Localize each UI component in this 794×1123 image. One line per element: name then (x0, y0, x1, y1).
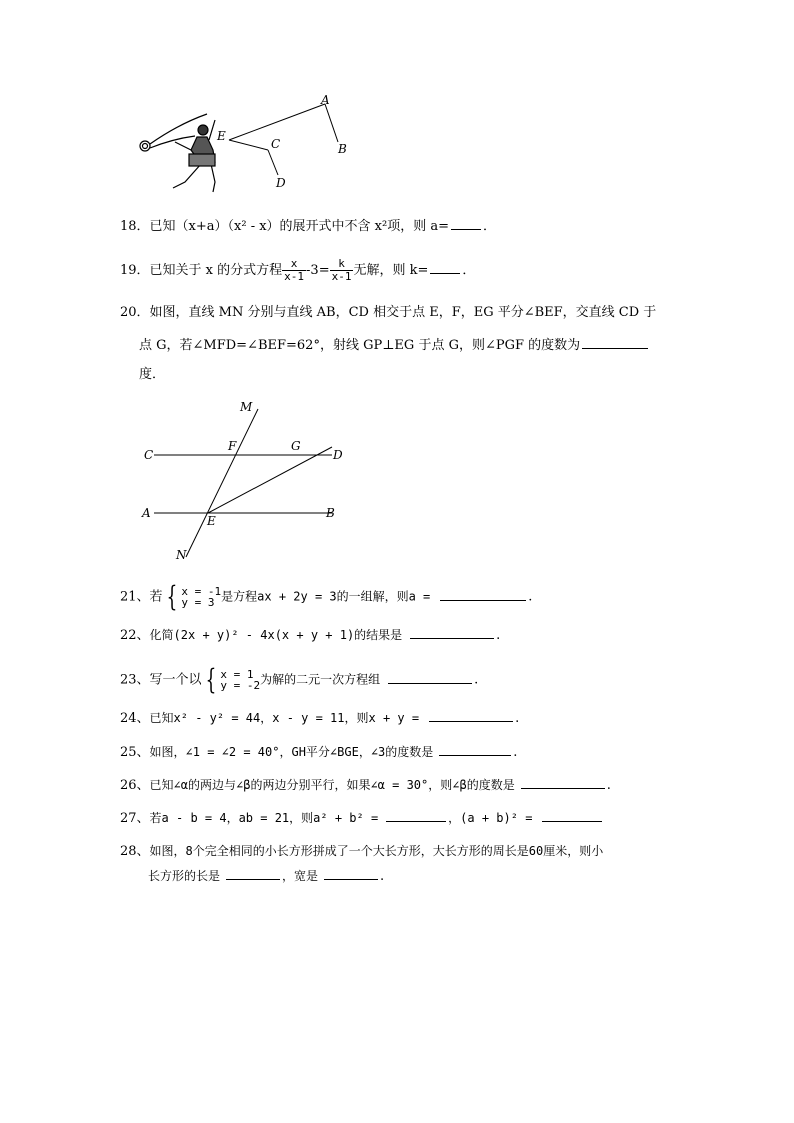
label-C: C (271, 137, 281, 151)
brace-icon: { (205, 663, 216, 696)
question-text: 已知x² - y² = 44，x - y = 11，则x + y = (149, 711, 420, 725)
question-text: 是方程ax + 2y = 3的一组解，则a = (221, 589, 431, 604)
question-26 (120, 775, 611, 795)
question-20-line-3 (139, 366, 165, 384)
question-number: 26、 (120, 778, 150, 793)
answer-blank[interactable] (439, 742, 511, 756)
figure-1 (135, 92, 350, 200)
answer-blank[interactable] (410, 625, 494, 639)
punctuation: ． (462, 263, 476, 278)
figure-1-svg (135, 92, 350, 200)
question-text: 如图，直线 MN 分别与直线 AB，CD 相交于点 E，F，EG 平分∠BEF，交直线 CD 于 (149, 305, 657, 320)
fraction-1 (282, 258, 306, 283)
label-A: A (321, 93, 330, 107)
answer-blank[interactable] (582, 335, 648, 349)
label-F: F (228, 439, 237, 453)
question-text: 化简(2x + y)² - 4x(x + y + 1)的结果是 (149, 628, 403, 642)
figure-2-lines (154, 409, 332, 557)
question-20-line-1 (120, 304, 656, 322)
equation-1: x = -1 (181, 585, 222, 598)
question-18 (120, 216, 496, 236)
question-text: 若a - b = 4，ab = 21，则a² + b² = (149, 811, 379, 825)
question-prefix: 若 (149, 589, 163, 605)
figure-1-lines (229, 104, 338, 175)
punctuation: . (528, 589, 533, 605)
answer-blank[interactable] (429, 708, 513, 722)
equation-1: x = 1 (220, 668, 254, 681)
question-text-2: ，宽是 (282, 869, 319, 883)
question-prefix: 写一个以 (149, 672, 202, 688)
person-figure (140, 114, 215, 192)
question-text: 已知（x+a）（x² - x）的展开式中不含 x²项，则 a= (149, 219, 450, 234)
line-MN (186, 409, 258, 557)
equation-system (220, 669, 260, 691)
answer-blank[interactable] (430, 260, 460, 274)
punctuation: ． (483, 219, 497, 234)
question-21 (120, 580, 533, 613)
question-number: 24、 (120, 711, 150, 726)
question-28-line-2 (148, 866, 384, 886)
question-number: 23、 (120, 672, 150, 688)
label-B: B (326, 506, 335, 520)
question-23 (120, 663, 479, 696)
label-B: B (338, 142, 347, 156)
question-suffix: 无解，则 k= (353, 263, 429, 278)
question-number: 21、 (120, 589, 150, 605)
question-20-line-2 (139, 335, 650, 355)
figure-2-svg (136, 397, 346, 567)
label-D: D (276, 176, 286, 190)
label-A: A (142, 506, 151, 520)
question-19 (120, 258, 475, 283)
question-text: 如图，8个完全相同的小长方形拼成了一个大长方形，大长方形的周长是60厘米，则小 (149, 844, 604, 858)
answer-blank-2[interactable] (542, 808, 602, 822)
answer-blank[interactable] (440, 587, 526, 601)
question-number: 19． (120, 263, 150, 278)
answer-blank[interactable] (451, 216, 481, 230)
equation-2: y = -2 (220, 679, 261, 692)
question-22 (120, 625, 500, 645)
question-number: 20． (120, 305, 150, 320)
answer-blank-2[interactable] (324, 866, 378, 880)
question-text: 为解的二元一次方程组 (260, 672, 381, 687)
equation-2: y = 3 (181, 596, 215, 609)
label-M: M (240, 400, 253, 414)
fraction-numerator: x (282, 258, 306, 271)
answer-blank[interactable] (521, 775, 605, 789)
punctuation: . (606, 778, 611, 793)
label-D: D (333, 448, 343, 462)
question-number: 28、 (120, 844, 150, 859)
question-text-2: ，(a + b)² = (448, 811, 533, 825)
label-E: E (207, 514, 216, 528)
label-G: G (291, 439, 301, 453)
question-number: 25、 (120, 745, 150, 760)
fraction-denominator: x-1 (284, 270, 305, 283)
punctuation: . (474, 672, 479, 688)
answer-blank[interactable] (388, 670, 472, 684)
equation-system (181, 586, 221, 608)
punctuation: . (513, 745, 518, 760)
question-text: 度． (139, 367, 166, 382)
brace-icon: { (166, 580, 177, 613)
question-27 (120, 808, 604, 828)
question-number: 18． (120, 219, 150, 234)
question-text: 长方形的长是 (148, 869, 221, 883)
label-E: E (217, 129, 226, 143)
fraction-2 (330, 258, 354, 283)
question-24 (120, 708, 519, 728)
punctuation: . (515, 711, 520, 726)
label-C: C (144, 448, 154, 462)
question-28-line-1 (120, 842, 603, 861)
question-text: 点 G，若∠MFD=∠BEF=62°，射线 GP⊥EG 于点 G，则∠PGF 的度数为 (139, 338, 581, 353)
line-EG (208, 447, 332, 513)
question-text: 如图，∠1 = ∠2 = 40°，GH平分∠BGE，∠3的度数是 (149, 745, 434, 759)
label-N: N (176, 548, 187, 562)
equation-middle: -3= (306, 263, 330, 278)
fraction-denominator: x-1 (331, 270, 352, 283)
answer-blank-1[interactable] (386, 808, 446, 822)
question-25 (120, 742, 517, 762)
question-number: 27、 (120, 811, 150, 826)
question-prefix: 已知关于 x 的分式方程 (149, 263, 283, 278)
figure-2 (136, 397, 346, 567)
question-text: 已知∠α的两边与∠β的两边分别平行，如果∠α = 30°，则∠β的度数是 (149, 778, 515, 792)
question-number: 22、 (120, 628, 150, 643)
answer-blank-1[interactable] (226, 866, 280, 880)
fraction-numerator: k (330, 258, 354, 271)
punctuation: . (380, 869, 385, 884)
punctuation: . (496, 628, 501, 643)
